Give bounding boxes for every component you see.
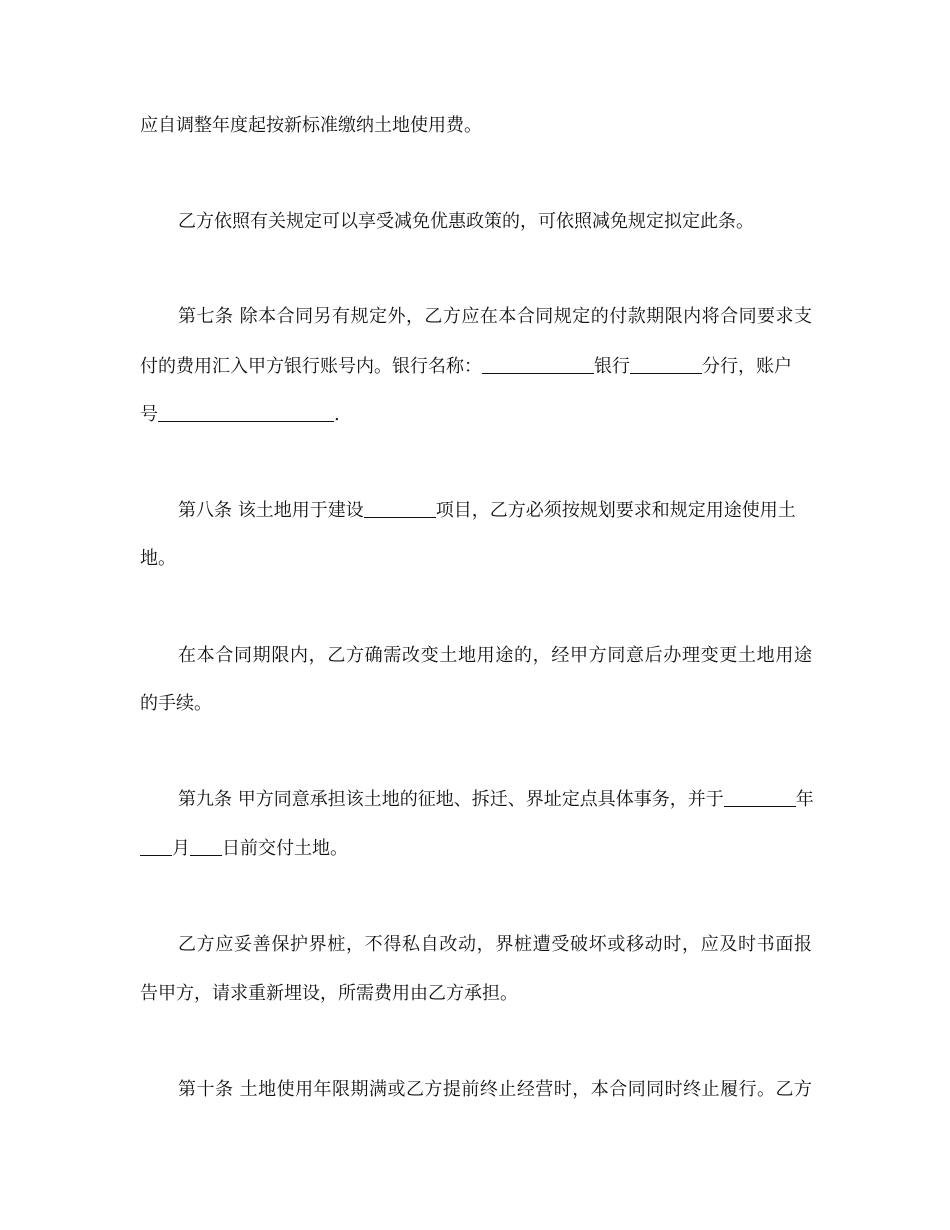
text-run: 第八条 该土地用于建设: [178, 500, 364, 521]
text-run: 月: [172, 838, 190, 859]
text-run: 年: [795, 789, 814, 810]
text-run: 第七条 除本合同另有规定外，乙方应在本合同规定的付款期限内将合同要求支: [178, 306, 812, 327]
text-run: 乙方应妥善保护界桩，不得私自改动，界桩遭受破坏或移动时，应及时书面报: [178, 934, 812, 955]
year-blank: [724, 788, 796, 807]
text-run: 第九条 甲方同意承担该土地的征地、拆迁、界址定点具体事务，并于: [178, 789, 724, 810]
article-9-line-2: [140, 837, 812, 861]
article-10-line-1: [178, 1078, 812, 1102]
text-run: 应自调整年度起按新标准缴纳土地使用费。: [140, 115, 482, 136]
month-blank: [140, 837, 172, 856]
account-number-blank: [158, 403, 334, 422]
project-name-blank: [364, 499, 436, 518]
text-run: 在本合同期限内，乙方确需改变土地用途的，经甲方同意后办理变更土地用途: [178, 645, 812, 666]
paragraph-line: [178, 210, 812, 234]
article-8-line-2: [140, 547, 812, 571]
day-blank: [190, 837, 222, 856]
paragraph-line: [178, 644, 812, 668]
text-run: 告甲方，请求重新埋设，所需费用由乙方承担。: [140, 983, 518, 1004]
text-run: .: [334, 404, 340, 425]
text-run: 的手续。: [140, 693, 212, 714]
article-7-line-1: [178, 305, 812, 329]
article-7-line-2: [140, 355, 812, 379]
article-7-line-3: [140, 403, 812, 427]
article-8-line-1: [178, 499, 812, 523]
text-run: 项目，乙方必须按规划要求和规定用途使用土: [435, 500, 796, 521]
article-9-line-1: [178, 788, 812, 812]
paragraph-line: [178, 933, 812, 957]
text-run: 付的费用汇入甲方银行账号内。银行名称：: [140, 356, 482, 377]
text-run: 地。: [140, 548, 176, 569]
text-run: 第十条 土地使用年限期满或乙方提前终止经营时，本合同同时终止履行。乙方: [178, 1079, 812, 1100]
text-run: 日前交付土地。: [222, 838, 348, 859]
text-run: 号: [140, 404, 158, 425]
text-run: 分行，账户: [702, 356, 792, 377]
paragraph-line: [140, 982, 812, 1006]
text-run: 银行: [594, 356, 630, 377]
paragraph-line: [140, 114, 812, 138]
paragraph-line: [140, 692, 812, 716]
text-run: 乙方依照有关规定可以享受减免优惠政策的，可依照减免规定拟定此条。: [178, 211, 754, 232]
branch-name-blank: [630, 355, 702, 374]
bank-name-blank: [482, 355, 594, 374]
